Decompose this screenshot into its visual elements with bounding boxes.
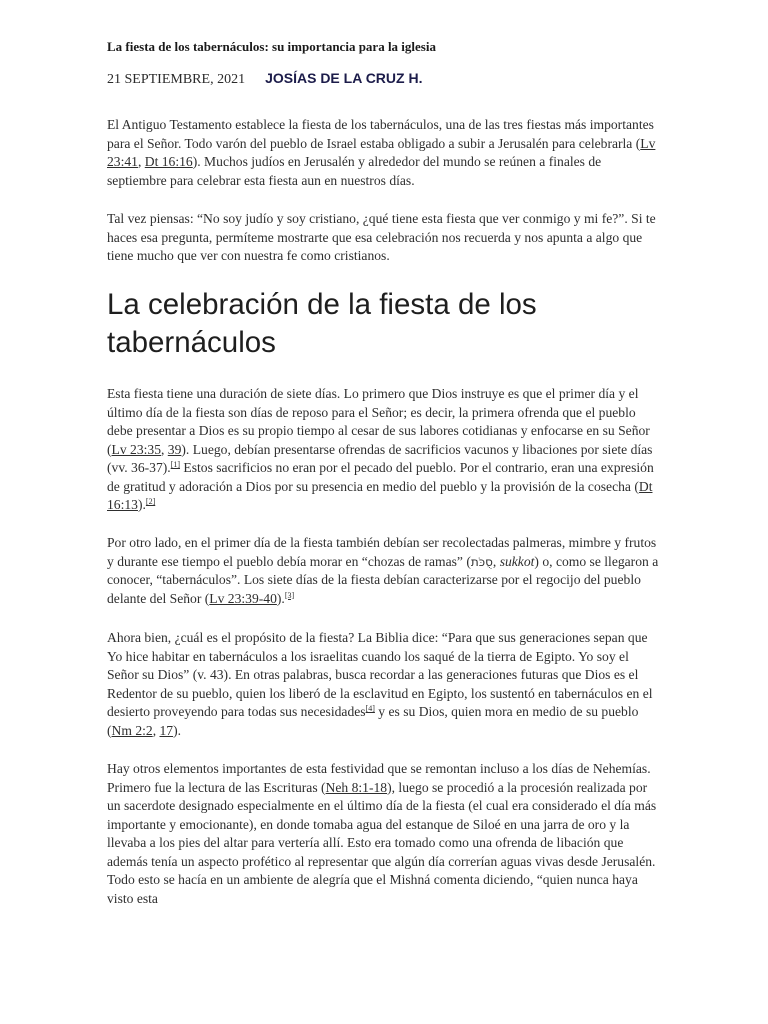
footnote-1 — [171, 460, 180, 469]
text: ), luego se procedió a la procesión realizada por un sacerdote designado especialmente en el último día de la fiesta (el cual era considerado el día más importante y emocionante), en donde tomaba agua del estanque de Siloé en una jarra de oro y la llevaba a los pies del altar para vertería allí. Esto era tomado como una ofrenda de libación que además tenía un aspecto profético al representar que algún día correrían aguas vivas desde Jerusalén. Todo esto se hacía en un ambiente de alegría que el Mishná comenta diciendo, “quien nunca haya visto esta — [107, 779, 657, 906]
article-meta — [107, 70, 422, 88]
text: y es su Dios, quien mora en medio de su pueblo ( — [107, 704, 639, 738]
footnote-link-1[interactable]: [1] — [170, 460, 181, 469]
paragraph-purpose — [107, 629, 662, 740]
scripture-link-39[interactable]: 39 — [167, 441, 182, 457]
text: , — [492, 553, 500, 569]
text: Hay otros elementos importantes de esta festividad que se remontan incluso a los días de Nehemías. Primero fue la lectura de las Escrituras ( — [107, 761, 651, 795]
text: Tal vez piensas: “No soy judío y soy cristiano, ¿qué tiene esta fiesta que ver conmigo y mi fe?”. Si te haces esa pregunta, permíteme mostrarte que esa celebración nos recuerda y nos apunta a algo que tiene mucho que ver con nuestra fe como cristianos. — [107, 211, 656, 263]
hebrew-word: סֻכֹּת — [470, 554, 493, 569]
paragraph-question — [107, 210, 662, 266]
text: Ahora bien, ¿cuál es el propósito de la fiesta? La Biblia dice: “Para que sus generaciones sepan que Yo hice habitar en tabernáculos a los israelitas cuando los saqué de la tierra de Egipto. Yo soy el Señor su Dios” (v. 43). En otras palabras, busca recordar a las generaciones futuras que Dios es el Redentor de su pueblo, quien los liberó de la esclavitud en Egipto, los sustentó en tabernáculos en el desierto proveyendo para todas sus necesidades — [107, 630, 653, 719]
footnote-link-2[interactable]: [2] — [145, 497, 156, 506]
article-title: La fiesta de los tabernáculos: su importancia para la iglesia — [107, 39, 436, 54]
text: , — [152, 722, 160, 738]
footnote-link-3[interactable]: [3] — [284, 590, 295, 600]
paragraph-sukkot — [107, 534, 662, 608]
text: El Antiguo Testamento establece la fiesta de los tabernáculos, una de las tres fiestas más importantes para el Señor. Todo varón del pueblo de Israel estaba obligado a subir a Jerusalén para celebrarla ( — [107, 117, 654, 151]
scripture-link-neh-8-1-18[interactable]: Neh 8:1-18 — [325, 779, 388, 795]
text: ). Luego, debían presentarse ofrendas de sacrificios vacunos y libaciones por siete días (vv. 36-37). — [107, 441, 653, 475]
paragraph-intro — [107, 116, 662, 190]
section-heading: La celebración de la fiesta de los tabernáculos — [107, 288, 537, 359]
footnote-link-4[interactable]: [4] — [365, 704, 375, 713]
text: ). Muchos judíos en Jerusalén y alrededor del mundo se reúnen a finales de septiembre para celebrar esta fiesta aun en nuestros días. — [107, 154, 602, 188]
text: Por otro lado, en el primer día de la fiesta también debían ser recolectadas palmeras, mimbre y frutos y durante ese tiempo el pueblo debía morar en “chozas de ramas” ( — [107, 535, 657, 569]
scripture-link-17[interactable]: 17 — [159, 722, 174, 738]
scripture-link-lv-23-39-40[interactable]: Lv 23:39-40 — [209, 590, 277, 606]
text: ). — [173, 722, 182, 738]
text: , — [137, 154, 145, 169]
text: ). — [276, 590, 285, 606]
scripture-link-lv-23-41[interactable]: Lv 23:41 — [107, 135, 656, 169]
text: , — [161, 441, 168, 457]
publish-date: 21 SEPTIEMBRE, 2021 — [107, 72, 246, 87]
scripture-link-nm-2-2[interactable]: Nm 2:2 — [111, 722, 153, 738]
author-name: JOSÍAS DE LA CRUZ H. — [265, 70, 423, 86]
paragraph-elements — [107, 760, 662, 908]
paragraph-duration — [107, 385, 662, 515]
footnote-4 — [366, 704, 375, 713]
scripture-link-dt-16-16[interactable]: Dt 16:16 — [144, 154, 193, 169]
text: Esta fiesta tiene una duración de siete días. Lo primero que Dios instruye es que el primer día y el último día de la fiesta son días de reposo para el Señor; es decir, la primera ofrenda que el pueblo debe presentar a Dios es su propio tiempo al cesar de sus labores cotidianas y enfocarse en su Señor ( — [107, 386, 650, 457]
footnote-2 — [146, 497, 155, 506]
text: ). — [137, 497, 146, 512]
text: ) o, como se llegaron a conocer, “tabernáculos”. Los siete días de la fiesta debían caracterizarse por el regocijo del pueblo delante del Señor ( — [107, 553, 659, 606]
scripture-link-dt-16-13[interactable]: Dt 16:13 — [107, 478, 653, 512]
footnote-3 — [285, 591, 294, 600]
text: Estos sacrificios no eran por el pecado del pueblo. Por el contrario, eran una expresión de gratitud y adoración a Dios por su presencia en medio del pueblo y la provisión de la cosecha ( — [107, 460, 654, 494]
transliteration: sukkot — [499, 553, 535, 569]
scripture-link-lv-23-35[interactable]: Lv 23:35 — [111, 441, 161, 457]
